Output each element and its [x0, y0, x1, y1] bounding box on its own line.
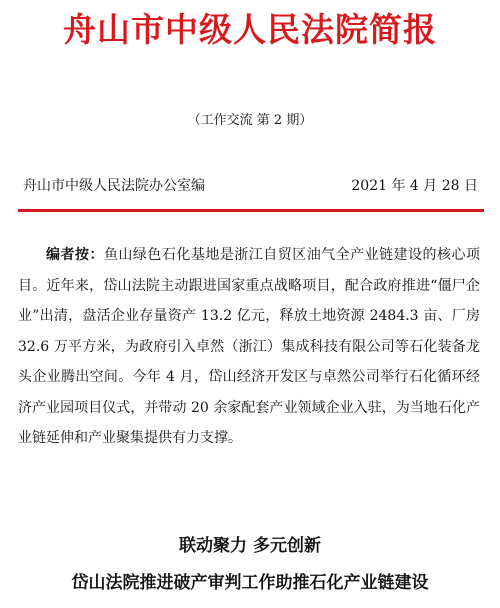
red-divider-rule: [18, 209, 484, 212]
publisher: 舟山市中级人民法院办公室编: [23, 178, 205, 194]
masthead-title: 舟山市中级人民法院简报: [63, 10, 437, 49]
article-headline: 联动聚力 多元创新: [179, 536, 321, 556]
editor-note-text: 鱼山绿色石化基地是浙江自贸区油气全产业链建设的核心项目。近年来，岱山法院主动跟进国家重点战略项目，配合政府推进“僵尸企业”出清，盘活企业存量资产 13.2 亿元，释放土地资源 2484.3 亩、厂房 32.6 万平方米，为政府引入卓然（浙江）集成科技有限公司等石化装备龙头企业腾出空间。今年 4 月，岱山经济开发区与卓然公司举行石化循环经济产业园项目仪式，并带动 20 余家配套产业领域企业入驻，为当地石化产业链延伸和产业聚集提供有力支撑。: [18, 247, 481, 446]
issue-label: （工作交流 第 2 期）: [187, 113, 313, 128]
article-subheadline: 岱山法院推进破产审判工作助推石化产业链建设: [71, 573, 429, 593]
publish-date: 2021 年 4 月 28 日: [351, 178, 478, 194]
editor-note: [18, 240, 480, 454]
editor-note-label: 编者按：: [46, 247, 104, 263]
